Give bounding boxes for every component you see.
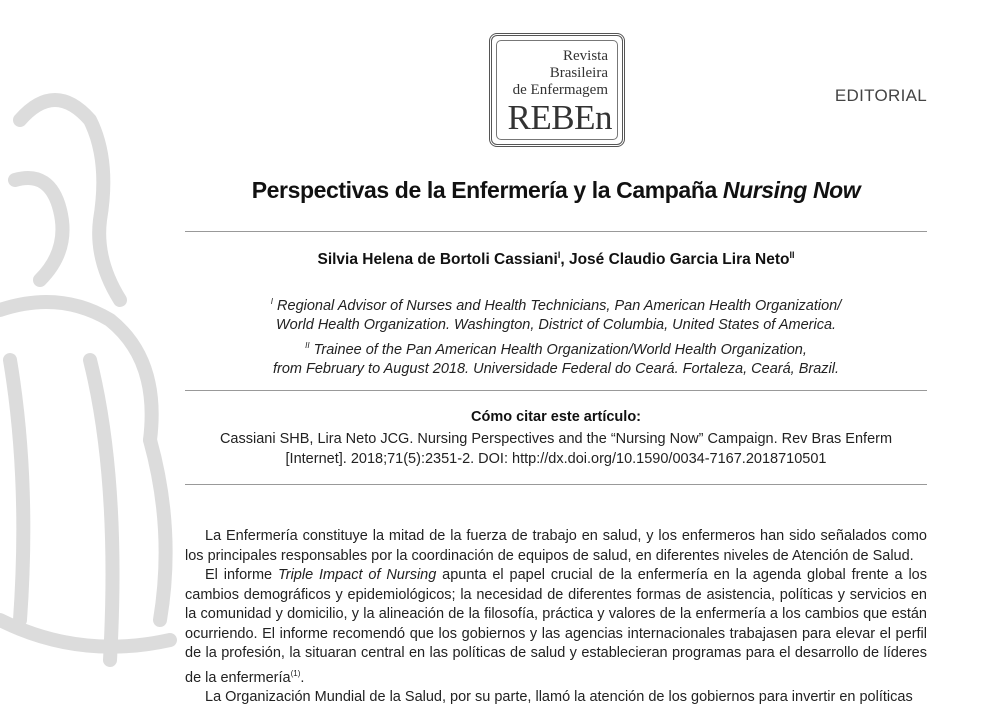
title-main: Perspectivas de la Enfermería y la Campaña bbox=[251, 177, 723, 203]
citation-line: [Internet]. 2018;71(5):2351-2. DOI: http://dx.doi.org/10.1590/0034-7167.2018710501 bbox=[285, 451, 827, 467]
divider-bottom bbox=[185, 484, 927, 485]
report-title: Triple Impact of Nursing bbox=[277, 567, 437, 583]
watermark-figure bbox=[0, 60, 210, 700]
affiliations bbox=[185, 292, 927, 380]
citation-text bbox=[185, 429, 927, 469]
affiliation-text: Trainee of the Pan American Health Organization/World Health Organization, bbox=[313, 341, 807, 358]
logo-line-revista: Revista bbox=[563, 48, 608, 64]
divider-top bbox=[185, 231, 927, 232]
author-name: José Claudio Garcia Lira Neto bbox=[568, 251, 790, 269]
affiliation-text: Regional Advisor of Nurses and Health Technicians, Pan American Health Organization/ bbox=[277, 297, 842, 314]
affiliation-line bbox=[185, 360, 927, 380]
affiliation-line bbox=[185, 316, 927, 336]
affiliation-line bbox=[185, 292, 927, 316]
affiliation-mark: I bbox=[270, 297, 273, 306]
paragraph-text: apunta el papel crucial de la enfermería en la agenda global frente a los cambios demográficos y epidemiológicos; la necesidad de diferentes formas de asistencia, políticas y servicios en la comunidad y domicilio, y la alineación de la filosofía, práctica y valores de la enfermería a los cambios que están ocurriendo. El informe recomendó que los gobiernos y las agencias internacionales trabajasen para elevar el perfil de la profesión, la situaran central en las políticas de salud y establecieran programas para el desarrollo de líderes de la enfermería bbox=[185, 567, 927, 686]
author-list bbox=[185, 250, 927, 269]
paragraph: La Enfermería constituye la mitad de la fuerza de trabajo en salud, y los enfermeros han sido señalados como los principales responsables por la coordinación de equipos de salud, en diferentes niveles de Atención de Salud. bbox=[185, 528, 927, 564]
citation-heading: Cómo citar este artículo: bbox=[470, 409, 641, 425]
author-mark: I bbox=[557, 250, 561, 260]
logo-brand: REBEn bbox=[507, 98, 612, 137]
paragraph-text: . bbox=[300, 669, 305, 686]
article-body bbox=[185, 527, 927, 707]
article-title bbox=[185, 177, 927, 204]
paragraph: La Organización Mundial de la Salud, por su parte, llamó la atención de los gobiernos para invertir en políticas bbox=[205, 688, 913, 705]
reference-mark: (1) bbox=[290, 668, 301, 678]
author-mark: II bbox=[789, 250, 795, 260]
citation-line: Cassiani SHB, Lira Neto JCG. Nursing Perspectives and the “Nursing Now” Campaign. Rev Bras Enferm bbox=[219, 431, 893, 447]
logo-line-brasileira: Brasileira bbox=[549, 65, 608, 81]
journal-logo bbox=[489, 33, 625, 147]
divider-middle bbox=[185, 390, 927, 391]
paragraph-text: El informe bbox=[205, 567, 278, 583]
logo-line-enfermagem: de Enfermagem bbox=[512, 82, 608, 98]
section-label: EDITORIAL bbox=[834, 86, 927, 105]
affiliation-line bbox=[185, 336, 927, 360]
title-italic: Nursing Now bbox=[722, 177, 861, 203]
author-separator: , bbox=[560, 251, 569, 269]
affiliation-text: World Health Organization. Washington, District of Columbia, United States of America. bbox=[275, 317, 837, 334]
affiliation-text: from February to August 2018. Universidade Federal do Ceará. Fortaleza, Ceará, Brazil. bbox=[272, 361, 840, 378]
author-name: Silvia Helena de Bortoli Cassiani bbox=[317, 251, 558, 269]
affiliation-mark: II bbox=[305, 340, 310, 350]
paragraph bbox=[185, 566, 927, 688]
